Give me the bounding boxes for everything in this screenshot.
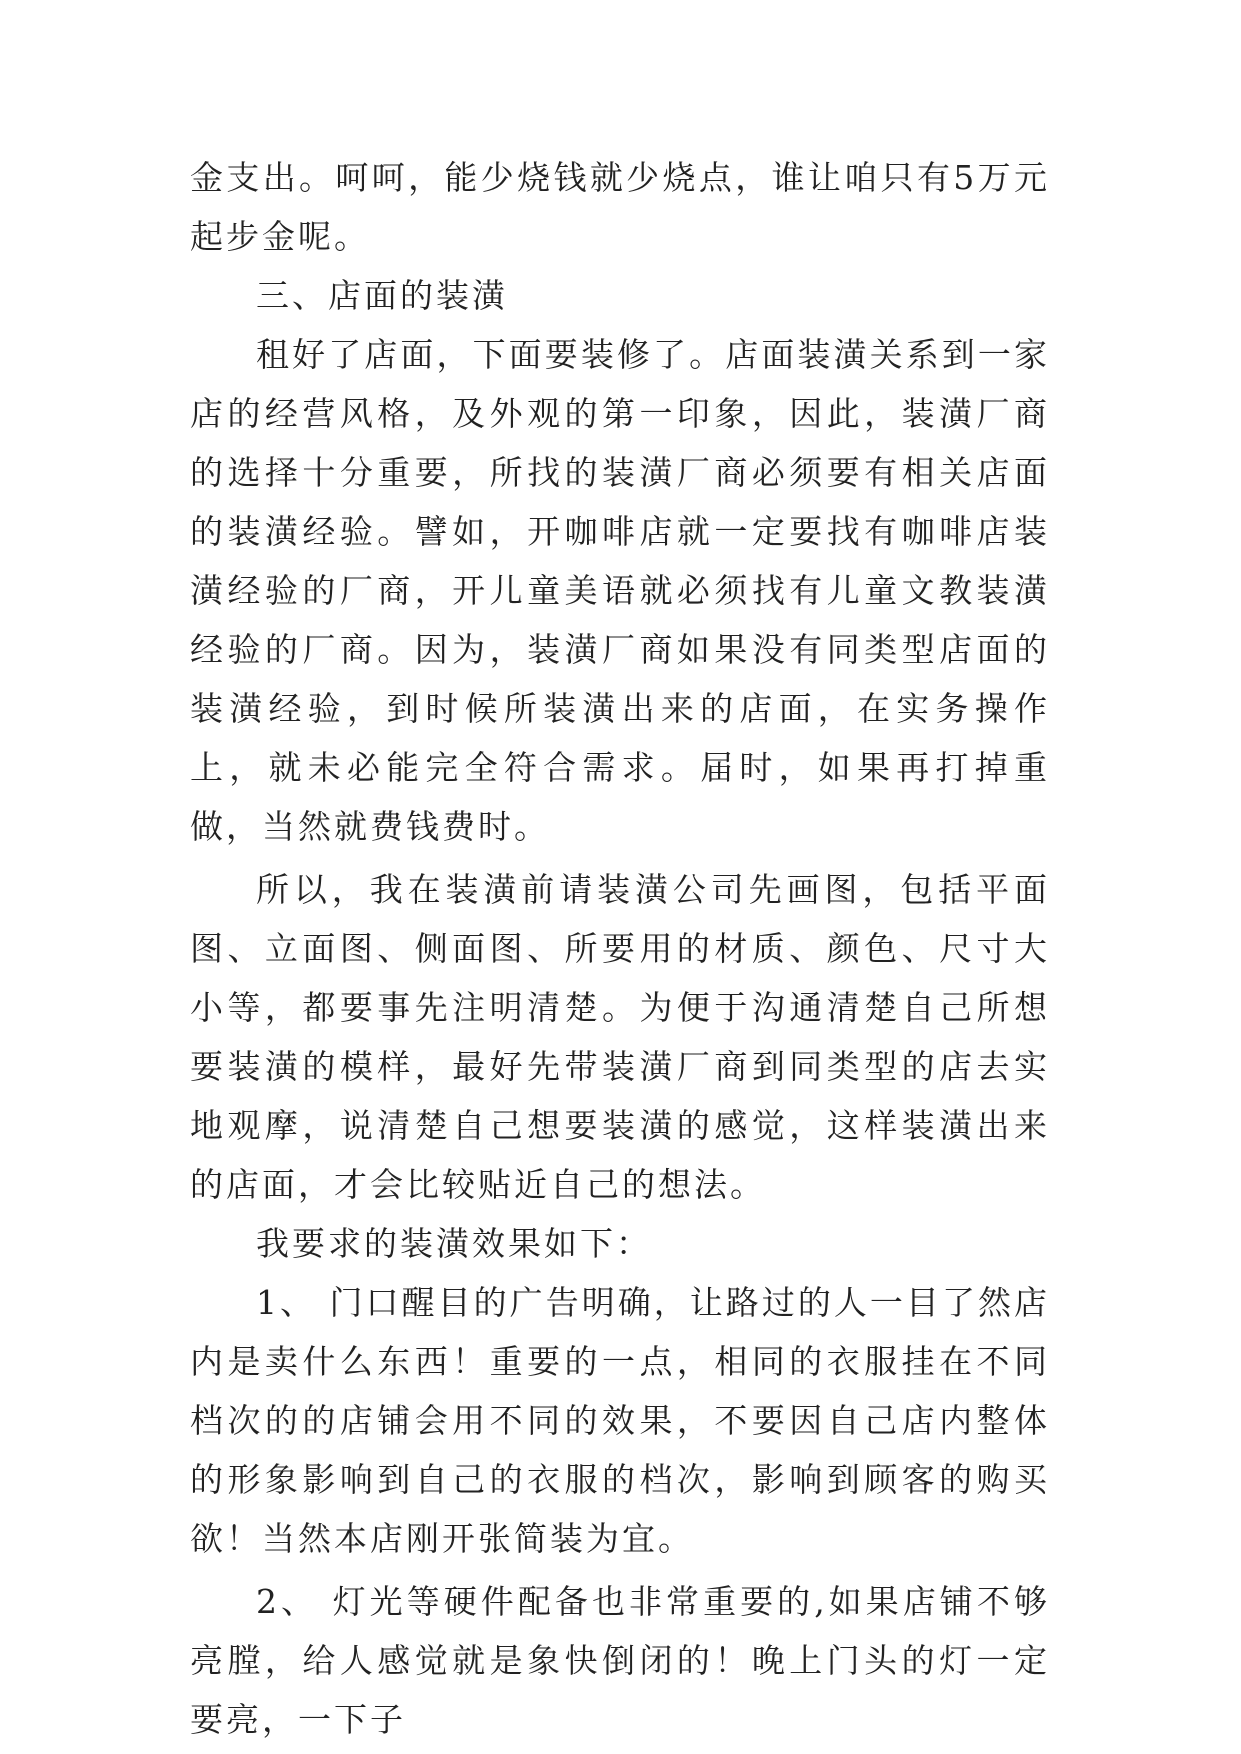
paragraph-decoration-overview: 租好了店面，下面要装修了。店面装潢关系到一家店的经营风格，及外观的第一印象，因此，装潢厂商的选择十分重要，所找的装潢厂商必须要有相关店面的装潢经验。譬如，开咖啡店就一定要找有咖啡店装潢经验的厂商，开儿童美语就必须找有儿童文教装潢经验的厂商。因为，装潢厂商如果没有同类型店面的装潢经验，到时候所装潢出来的店面，在实务操作上，就未必能完全符合需求。届时，如果再打掉重做，当然就费钱费时。	[190, 335, 1050, 846]
paragraph-design-plan: 所以，我在装潢前请装潢公司先画图，包括平面图、立面图、侧面图、所要用的材质、颜色、尺寸大小等，都要事先注明清楚。为便于沟通清楚自己所想要装潢的模样，最好先带装潢厂商到同类型的店去实地观摩，说清楚自己想要装潢的感觉，这样装潢出来的店面，才会比较贴近自己的想法。	[190, 870, 1050, 1204]
section-heading: 三、店面的装潢	[256, 276, 508, 315]
body-text	[190, 148, 1050, 1749]
paragraph-continuation: 金支出。呵呵，能少烧钱就少烧点，谁让咱只有5万元起步金呢。	[190, 158, 1050, 256]
list-item-1: 1、 门口醒目的广告明确，让路过的人一目了然店内是卖什么东西！重要的一点，相同的衣服挂在不同档次的的店铺会用不同的效果，不要因自己店内整体的形象影响到自己的衣服的档次，影响到顾客的购买欲！当然本店刚开张简装为宜。	[190, 1283, 1050, 1558]
list-item-2: 2、 灯光等硬件配备也非常重要的,如果店铺不够亮膛，给人感觉就是象快倒闭的！晚上门头的灯一定要亮，一下子	[190, 1582, 1050, 1739]
paragraph-requirements-intro: 我要求的装潢效果如下：	[256, 1224, 652, 1263]
